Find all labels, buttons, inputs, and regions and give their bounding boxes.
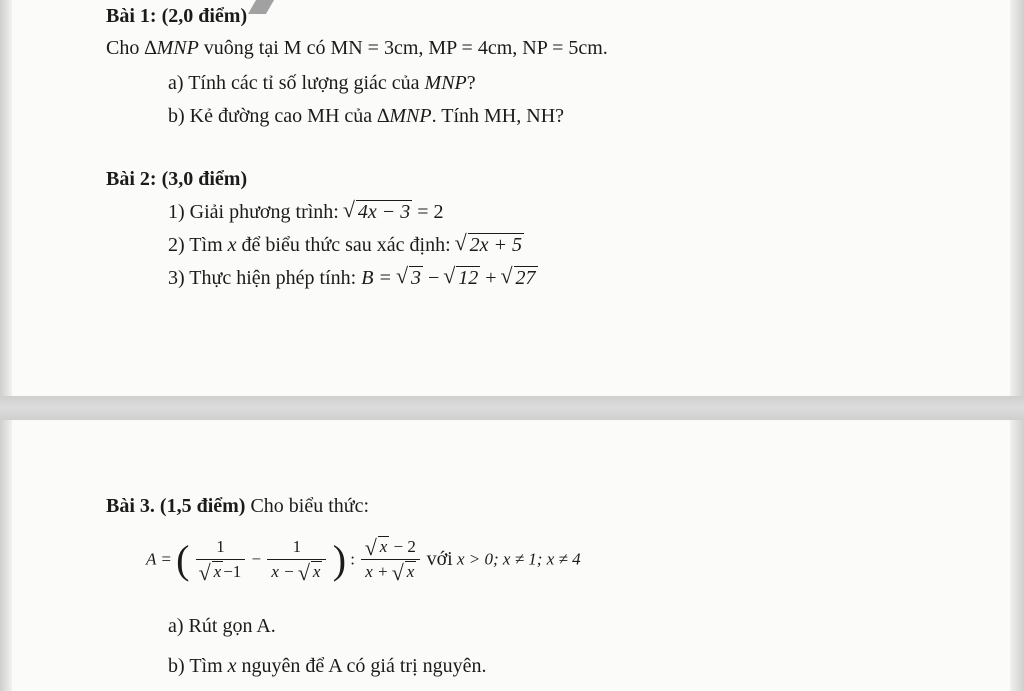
bai2-q2-radicand: 2x + 5 [469, 234, 523, 256]
bai1-title: Bài 1: [106, 5, 157, 27]
fraction-2-denominator [267, 560, 326, 582]
fraction-1 [196, 537, 246, 582]
fraction-2-den-radicand: x [312, 562, 321, 581]
fraction-1-den-tail: −1 [223, 562, 242, 581]
fraction-1-numerator: 1 [196, 537, 246, 560]
bai3-part-a [168, 614, 276, 638]
fraction-2-numerator: 1 [267, 537, 326, 560]
bai1-heading [106, 4, 247, 28]
fraction-3-den-radicand: x [406, 562, 415, 581]
sqrt-symbol [299, 562, 323, 582]
sqrt-symbol [200, 562, 224, 582]
bai2-q3-op2: + [485, 267, 497, 289]
bai2-title: Bài 2: [106, 168, 157, 190]
bai1-b-text: Kẻ đường cao MH của [189, 105, 373, 127]
fraction-3-numerator [361, 537, 420, 560]
bai2-q2-var: x [227, 234, 237, 256]
page-separator [0, 396, 1024, 420]
bai3-b-var: x [227, 655, 237, 677]
bai2-q3-lhs: B = [361, 267, 392, 289]
bai2-q3-r1: 3 [410, 267, 421, 289]
fraction-1-denominator [196, 560, 246, 582]
bai3-lhs: A = [146, 549, 172, 569]
bai2-q1-rhs: = 2 [417, 201, 444, 223]
fraction-3-den-head: x + [365, 562, 389, 581]
bai1-b-label: b) [168, 105, 185, 127]
bai3-a-label: a) [168, 615, 184, 637]
bai3-expression [146, 536, 581, 583]
bai3-heading [106, 494, 369, 518]
bai3-colon: : [350, 549, 356, 569]
page-edge-right [1010, 0, 1024, 691]
bai2-q3-op1: − [427, 267, 440, 289]
bai2-q1-radicand: 4x − 3 [357, 201, 411, 223]
bai1-a-end: ? [466, 72, 476, 94]
fraction-2 [267, 537, 326, 582]
sqrt-symbol [456, 233, 524, 257]
bai2-question-3 [168, 266, 538, 290]
bai1-b-triangle: ∆MNP [377, 105, 432, 127]
sqrt-symbol [366, 537, 390, 557]
bai2-heading [106, 167, 247, 191]
bai1-a-label: a) [168, 72, 184, 94]
bai2-question-2 [168, 233, 524, 257]
sqrt-symbol [397, 266, 423, 290]
bai2-question-1 [168, 200, 444, 224]
sqrt-symbol [444, 266, 480, 290]
bai2-points: (3,0 điểm) [161, 168, 248, 190]
bai2-q3-r2: 12 [458, 267, 479, 289]
bai3-part-b [168, 654, 487, 678]
bai1-intro [106, 36, 608, 60]
sqrt-symbol [502, 266, 538, 290]
bai3-cond-word: với [426, 548, 453, 570]
sqrt-symbol [393, 562, 417, 582]
bai2-q2-text-a: 2) Tìm [168, 234, 223, 256]
bai3-condition: x > 0; x ≠ 1; x ≠ 4 [456, 549, 581, 569]
bai1-part-a [168, 71, 476, 95]
bai1-part-b [168, 104, 564, 128]
bai3-b-label: b) [168, 655, 185, 677]
bai2-q3-r3: 27 [515, 267, 536, 289]
fraction-1-den-radicand: x [213, 562, 222, 581]
page-edge-left [0, 0, 12, 691]
bai2-q2-text-b: để biểu thức sau xác định: [241, 234, 451, 256]
open-paren: ( [176, 537, 190, 582]
sqrt-symbol [344, 200, 412, 224]
bai1-a-angle: MNP [424, 72, 467, 94]
fraction-3-num-radicand: x [379, 537, 388, 556]
bai1-b-end: . Tính MH, NH? [431, 105, 565, 127]
bai1-a-text: Tính các tỉ số lượng giác của [188, 72, 420, 94]
bai2-q1-text: 1) Giải phương trình: [168, 201, 339, 223]
bai2-q3-text: 3) Thực hiện phép tính: [168, 267, 357, 289]
fraction-3 [361, 537, 420, 582]
bai3-a-text: Rút gọn A. [188, 615, 276, 637]
bai3-title: Bài 3. [106, 495, 155, 517]
fraction-3-denominator [361, 560, 420, 582]
bai3-b-text-a: Tìm [189, 655, 223, 677]
bai3-b-text-b: nguyên để A có giá trị nguyên. [241, 655, 487, 677]
close-paren: ) [332, 537, 347, 582]
bai1-intro-triangle: ∆MNP [144, 37, 199, 59]
fraction-3-num-tail: − 2 [393, 537, 416, 556]
bai3-intro: Cho biểu thức: [250, 495, 370, 517]
bai3-minus: − [251, 549, 262, 569]
bai1-points: (2,0 điểm) [161, 5, 248, 27]
bai1-intro-rest: vuông tại M có MN = 3cm, MP = 4cm, NP = 5cm. [203, 37, 608, 59]
bai3-points: (1,5 điểm) [159, 495, 246, 517]
fraction-2-den-head: x − [271, 562, 295, 581]
bai1-intro-prefix: Cho [106, 37, 140, 59]
